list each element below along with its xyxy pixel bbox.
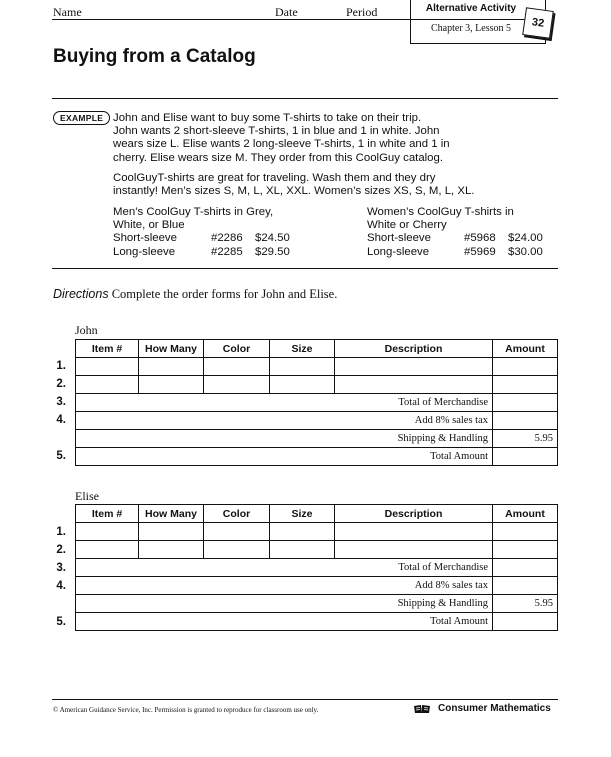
col-how-many: How Many bbox=[139, 340, 204, 358]
item-price: $29.50 bbox=[255, 245, 290, 258]
example-badge: EXAMPLE bbox=[53, 111, 110, 125]
row-number: 4. bbox=[56, 414, 66, 426]
color-cell[interactable] bbox=[204, 376, 270, 394]
color-cell[interactable] bbox=[204, 358, 270, 376]
example-bottom-rule bbox=[52, 268, 558, 269]
color-cell[interactable] bbox=[204, 541, 270, 559]
mens-item-row bbox=[113, 246, 313, 259]
shipping-label: Shipping & Handling bbox=[76, 595, 493, 613]
shipping-row bbox=[76, 430, 558, 448]
col-description: Description bbox=[335, 505, 493, 523]
row-number: 5. bbox=[56, 450, 66, 462]
sales-tax-label: Add 8% sales tax bbox=[76, 577, 493, 595]
example-paragraph-2 bbox=[113, 172, 558, 198]
item-style: Long-sleeve bbox=[367, 245, 430, 258]
mens-item-row bbox=[113, 232, 313, 245]
sales-tax-amount[interactable] bbox=[493, 577, 558, 595]
how-many-cell[interactable] bbox=[139, 358, 204, 376]
description-cell[interactable] bbox=[335, 523, 493, 541]
total-amount-value[interactable] bbox=[493, 613, 558, 631]
col-how-many: How Many bbox=[139, 505, 204, 523]
item-number: #5968 bbox=[464, 232, 496, 245]
item-price: $24.00 bbox=[508, 232, 543, 245]
example-line: John and Elise want to buy some T-shirts to take on their trip. bbox=[113, 112, 422, 124]
total-merchandise-row bbox=[76, 394, 558, 412]
row-number: 4. bbox=[56, 580, 66, 592]
total-merchandise-amount[interactable] bbox=[493, 394, 558, 412]
row-number: 2. bbox=[56, 544, 66, 556]
womens-item-row bbox=[367, 232, 557, 245]
table-row bbox=[76, 376, 558, 394]
size-cell[interactable] bbox=[270, 358, 335, 376]
activity-divider bbox=[411, 19, 531, 20]
row-number: 3. bbox=[56, 396, 66, 408]
example-line: wears size L. Elise wants 2 long-sleeve T-shirts, 1 in white and 1 in bbox=[113, 138, 450, 151]
sales-tax-amount[interactable] bbox=[493, 412, 558, 430]
date-label: Date bbox=[275, 5, 298, 19]
directions bbox=[53, 287, 337, 302]
how-many-cell[interactable] bbox=[139, 541, 204, 559]
form-name-elise: Elise bbox=[75, 489, 99, 503]
book-title: Consumer Mathematics bbox=[438, 703, 551, 714]
col-description: Description bbox=[335, 340, 493, 358]
order-form-elise bbox=[75, 504, 558, 631]
row-number: 5. bbox=[56, 616, 66, 628]
sales-tax-row bbox=[76, 577, 558, 595]
activity-type: Alternative Activity bbox=[425, 3, 517, 14]
total-merchandise-label: Total of Merchandise bbox=[76, 559, 493, 577]
item-number: #5969 bbox=[464, 245, 496, 258]
row-number: 2. bbox=[56, 378, 66, 390]
copyright-notice: © American Guidance Service, Inc. Permission is granted to reproduce for classroom use only. bbox=[53, 706, 319, 714]
row-number: 1. bbox=[56, 526, 66, 538]
item-price: $24.50 bbox=[255, 232, 290, 245]
womens-item-row bbox=[367, 246, 557, 259]
item-style: Short-sleeve bbox=[367, 232, 431, 245]
total-amount-value[interactable] bbox=[493, 448, 558, 466]
how-many-cell[interactable] bbox=[139, 376, 204, 394]
description-cell[interactable] bbox=[335, 358, 493, 376]
total-amount-row bbox=[76, 448, 558, 466]
size-cell[interactable] bbox=[270, 523, 335, 541]
order-form-john bbox=[75, 339, 558, 466]
shipping-row bbox=[76, 595, 558, 613]
description-cell[interactable] bbox=[335, 541, 493, 559]
col-amount: Amount bbox=[493, 340, 558, 358]
item-number-cell[interactable] bbox=[76, 358, 139, 376]
description-cell[interactable] bbox=[335, 376, 493, 394]
example-line: cherry. Elise wears size M. They order from this CoolGuy catalog. bbox=[113, 151, 444, 164]
mens-title-line: Men’s CoolGuy T-shirts in Grey, bbox=[113, 206, 274, 218]
total-merchandise-row bbox=[76, 559, 558, 577]
example-line: John wants 2 short-sleeve T-shirts, 1 in blue and 1 in white. John bbox=[113, 125, 440, 138]
item-number-cell[interactable] bbox=[76, 376, 139, 394]
total-amount-label: Total Amount bbox=[76, 448, 493, 466]
col-color: Color bbox=[204, 505, 270, 523]
womens-title-line: Women’s CoolGuy T-shirts in bbox=[367, 206, 514, 218]
table-header-row bbox=[76, 505, 558, 523]
example-line: CoolGuyT-shirts are great for traveling. Wash them and they dry bbox=[113, 172, 436, 184]
item-price: $30.00 bbox=[508, 245, 543, 258]
item-style: Long-sleeve bbox=[113, 245, 176, 258]
col-item-number: Item # bbox=[76, 340, 139, 358]
form-name-john: John bbox=[75, 323, 98, 337]
row-number: 1. bbox=[56, 360, 66, 372]
col-size: Size bbox=[270, 505, 335, 523]
total-amount-label: Total Amount bbox=[76, 613, 493, 631]
col-size: Size bbox=[270, 340, 335, 358]
total-merchandise-label: Total of Merchandise bbox=[76, 394, 493, 412]
item-number-cell[interactable] bbox=[76, 541, 139, 559]
page-title: Buying from a Catalog bbox=[53, 46, 256, 67]
item-number: #2286 bbox=[211, 232, 243, 245]
directions-text: Complete the order forms for John and Elise. bbox=[111, 287, 338, 301]
mens-catalog bbox=[113, 206, 313, 259]
how-many-cell[interactable] bbox=[139, 523, 204, 541]
table-row bbox=[76, 523, 558, 541]
book-icon bbox=[413, 704, 431, 714]
top-rule bbox=[52, 98, 558, 99]
mens-title-line: White, or Blue bbox=[113, 219, 185, 232]
table-row bbox=[76, 358, 558, 376]
period-label: Period bbox=[346, 5, 378, 19]
shipping-amount: 5.95 bbox=[493, 595, 558, 613]
amount-cell[interactable] bbox=[493, 541, 558, 559]
item-style: Short-sleeve bbox=[113, 232, 177, 245]
example-line: instantly! Men’s sizes S, M, L, XL, XXL. Women’s sizes XS, S, M, L, XL. bbox=[113, 185, 475, 198]
sales-tax-label: Add 8% sales tax bbox=[76, 412, 493, 430]
name-label: Name bbox=[53, 5, 82, 19]
size-cell[interactable] bbox=[270, 376, 335, 394]
shipping-label: Shipping & Handling bbox=[76, 430, 493, 448]
item-number-cell[interactable] bbox=[76, 523, 139, 541]
directions-label: Directions bbox=[53, 287, 109, 301]
row-number: 3. bbox=[56, 562, 66, 574]
table-row bbox=[76, 541, 558, 559]
col-amount: Amount bbox=[493, 505, 558, 523]
color-cell[interactable] bbox=[204, 523, 270, 541]
chapter-lesson: Chapter 3, Lesson 5 bbox=[431, 23, 511, 34]
example-paragraph-1 bbox=[113, 112, 558, 165]
size-cell[interactable] bbox=[270, 541, 335, 559]
womens-catalog bbox=[367, 206, 557, 259]
total-amount-row bbox=[76, 613, 558, 631]
item-number: #2285 bbox=[211, 245, 243, 258]
amount-cell[interactable] bbox=[493, 523, 558, 541]
col-color: Color bbox=[204, 340, 270, 358]
header-rule bbox=[52, 19, 410, 20]
total-merchandise-amount[interactable] bbox=[493, 559, 558, 577]
sales-tax-row bbox=[76, 412, 558, 430]
footer-rule bbox=[52, 699, 558, 700]
shipping-amount: 5.95 bbox=[493, 430, 558, 448]
table-header-row bbox=[76, 340, 558, 358]
col-item-number: Item # bbox=[76, 505, 139, 523]
amount-cell[interactable] bbox=[493, 358, 558, 376]
activity-number-badge: 32 bbox=[522, 7, 554, 39]
womens-title-line: White or Cherry bbox=[367, 219, 447, 232]
amount-cell[interactable] bbox=[493, 376, 558, 394]
